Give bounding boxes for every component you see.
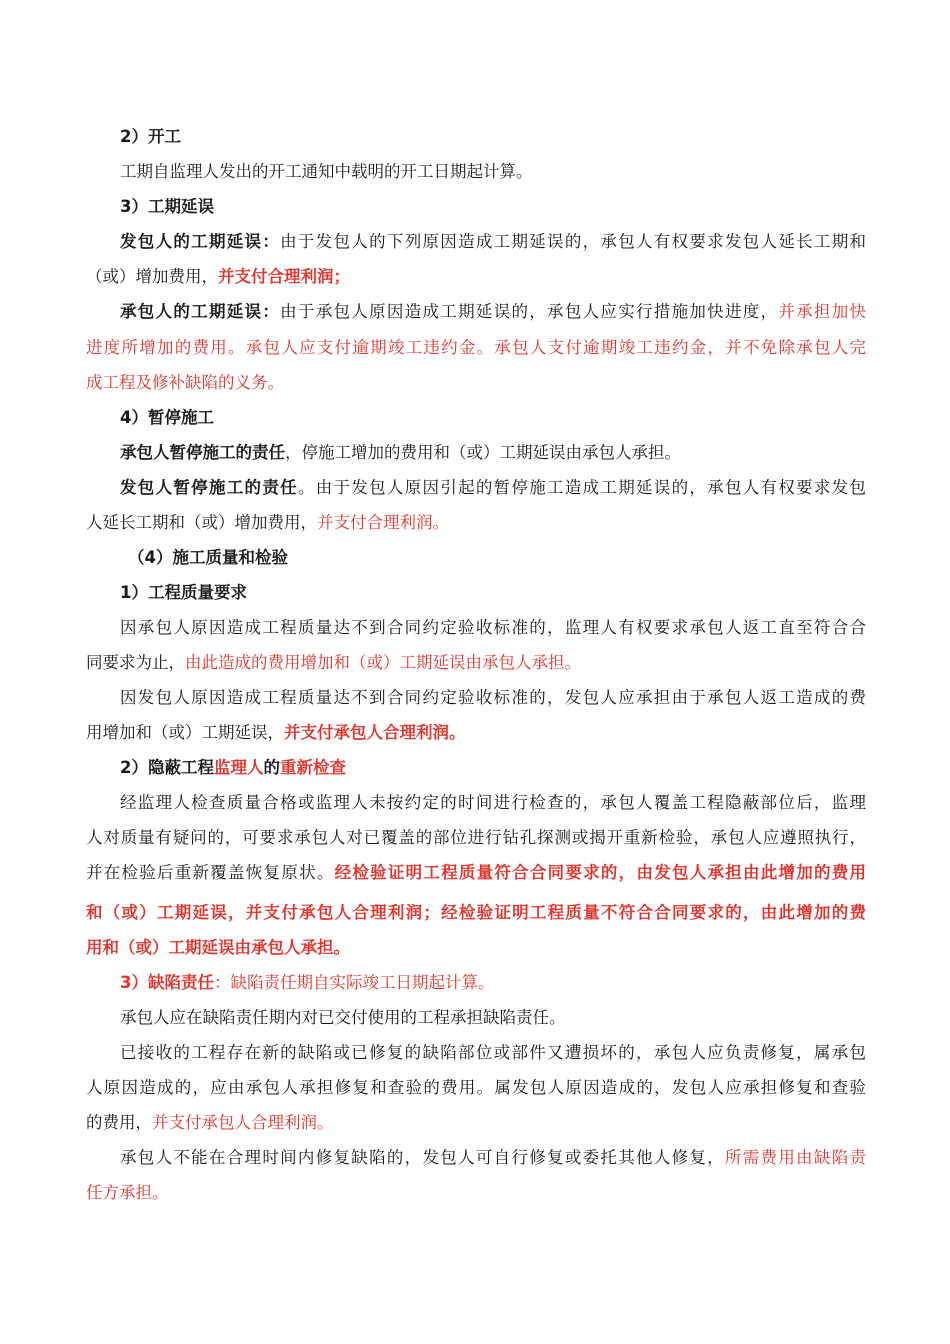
text-run: 承包人暂停施工的责任 (120, 443, 285, 462)
text-run: 已接收的工程存在新的缺陷或已修复的缺陷部位或部件又遭损坏的，承包人应负责修复，属承包 (120, 1043, 866, 1062)
text-run: 监理人 (213, 758, 264, 777)
text-run: （4）施工质量和检验 (128, 548, 288, 567)
text-line (86, 721, 866, 745)
text-line (120, 756, 866, 780)
text-run: 人原因造成的，应由承包人承担修复和查验的费用。属发包人原因造成的，发包人应承担修复和查验 (86, 1078, 866, 1097)
text-line (86, 1111, 866, 1135)
text-run: ：缺陷责任期自实际竣工日期起计算。 (213, 973, 495, 992)
text-line (120, 1041, 866, 1065)
text-line (120, 160, 866, 184)
text-run: 并承担加快 (778, 302, 866, 321)
text-run: 承包人不能在合理时间内修复缺陷的，发包人可自行修复或委托其他人修复， (120, 1148, 725, 1167)
text-line (86, 371, 866, 395)
text-line (86, 826, 866, 850)
text-line (120, 125, 866, 149)
text-line (86, 901, 866, 925)
text-line (120, 406, 866, 430)
text-run: 人延长工期和（或）增加费用， (86, 513, 317, 532)
text-run: 重新检查 (279, 758, 346, 777)
text-run: 发包人的工期延误： (120, 232, 281, 251)
text-line (120, 230, 866, 254)
text-line (120, 476, 866, 500)
text-run: 并支付合理利润。 (317, 513, 449, 532)
text-line (120, 686, 866, 710)
text-line (120, 616, 866, 640)
text-run: 经监理人检查质量合格或监理人未按约定的时间进行检查的，承包人覆盖工程隐蔽部位后，监理 (120, 793, 866, 812)
text-run: 由于发包人的下列原因造成工期延误的，承包人有权要求发包人延长工期和 (280, 232, 866, 251)
text-run: 承包人应在缺陷责任期内对已交付使用的工程承担缺陷责任。 (120, 1008, 566, 1027)
text-run: 进度所增加的费用。承包人应支付逾期竣工违约金。承包人支付逾期竣工违约金，并不免除承包人完 (86, 338, 866, 357)
text-line (128, 546, 866, 570)
text-line (86, 651, 866, 675)
text-run: （或）增加费用， (86, 267, 218, 286)
text-run: 由于承包人原因造成工期延误的，承包人应实行措施加快进度， (280, 302, 779, 321)
text-run: 2）开工 (120, 127, 181, 146)
text-run: 并支付合理利润； (218, 267, 350, 286)
text-run: 所需费用由缺陷责 (724, 1148, 866, 1167)
text-run: 承包人的工期延误： (120, 302, 281, 321)
text-run: 用和（或）工期延误由承包人承担。 (86, 938, 350, 957)
text-run: 发包人暂停施工的责任 (120, 478, 298, 497)
text-line (120, 581, 866, 605)
text-run: 。由于发包人原因引起的暂停施工造成工期延误的，承包人有权要求发包 (297, 478, 866, 497)
text-run: 1）工程质量要求 (120, 583, 247, 602)
text-line (120, 300, 866, 324)
text-run: 人对质量有疑问的，可要求承包人对已覆盖的部位进行钻孔探测或揭开重新检验，承包人应遵照执行， (86, 828, 866, 847)
text-line (86, 1076, 866, 1100)
text-run: 和（或）工期延误，并支付承包人合理利润；经检验证明工程质量不符合合同要求的，由此增加的费 (86, 903, 866, 922)
text-run: 成工程及修补缺陷的义务。 (86, 373, 284, 392)
text-run: 同要求为止， (86, 653, 185, 672)
text-line (120, 791, 866, 815)
text-run: ，停施工增加的费用和（或）工期延误由承包人承担。 (285, 443, 681, 462)
text-run: 并支付承包人合理利润。 (152, 1113, 334, 1132)
text-line (86, 861, 866, 885)
text-run: 2）隐蔽工程 (120, 758, 214, 777)
text-run: 因承包人原因造成工程质量达不到合同约定验收标准的，监理人有权要求承包人返工直至符合合 (120, 618, 866, 637)
text-run: 因发包人原因造成工程质量达不到合同约定验收标准的，发包人应承担由于承包人返工造成的费 (120, 688, 866, 707)
text-run: 3）缺陷责任 (120, 973, 214, 992)
text-line (86, 936, 866, 960)
text-line (86, 265, 866, 289)
text-line (120, 441, 866, 465)
text-run: 4）暂停施工 (120, 408, 214, 427)
text-run: 经检验证明工程质量符合合同要求的，由发包人承担由此增加的费用 (334, 863, 866, 882)
text-run: 任方承担。 (86, 1183, 169, 1202)
text-line (120, 195, 866, 219)
text-line (86, 511, 866, 535)
text-run: 由此造成的费用增加和（或）工期延误由承包人承担。 (185, 653, 581, 672)
text-line (120, 1146, 866, 1170)
text-run: 并在检验后重新覆盖恢复原状。 (86, 863, 335, 882)
text-run: 的费用， (86, 1113, 152, 1132)
text-line (86, 336, 866, 360)
text-line (86, 1181, 866, 1205)
text-run: 用增加和（或）工期延误， (86, 723, 284, 742)
text-line (120, 971, 866, 995)
text-run: 3）工期延误 (120, 197, 214, 216)
text-run: 工期自监理人发出的开工通知中载明的开工日期起计算。 (120, 162, 533, 181)
text-run: 并支付承包人合理利润。 (284, 723, 466, 742)
text-run: 的 (263, 758, 280, 777)
text-line (120, 1006, 866, 1030)
